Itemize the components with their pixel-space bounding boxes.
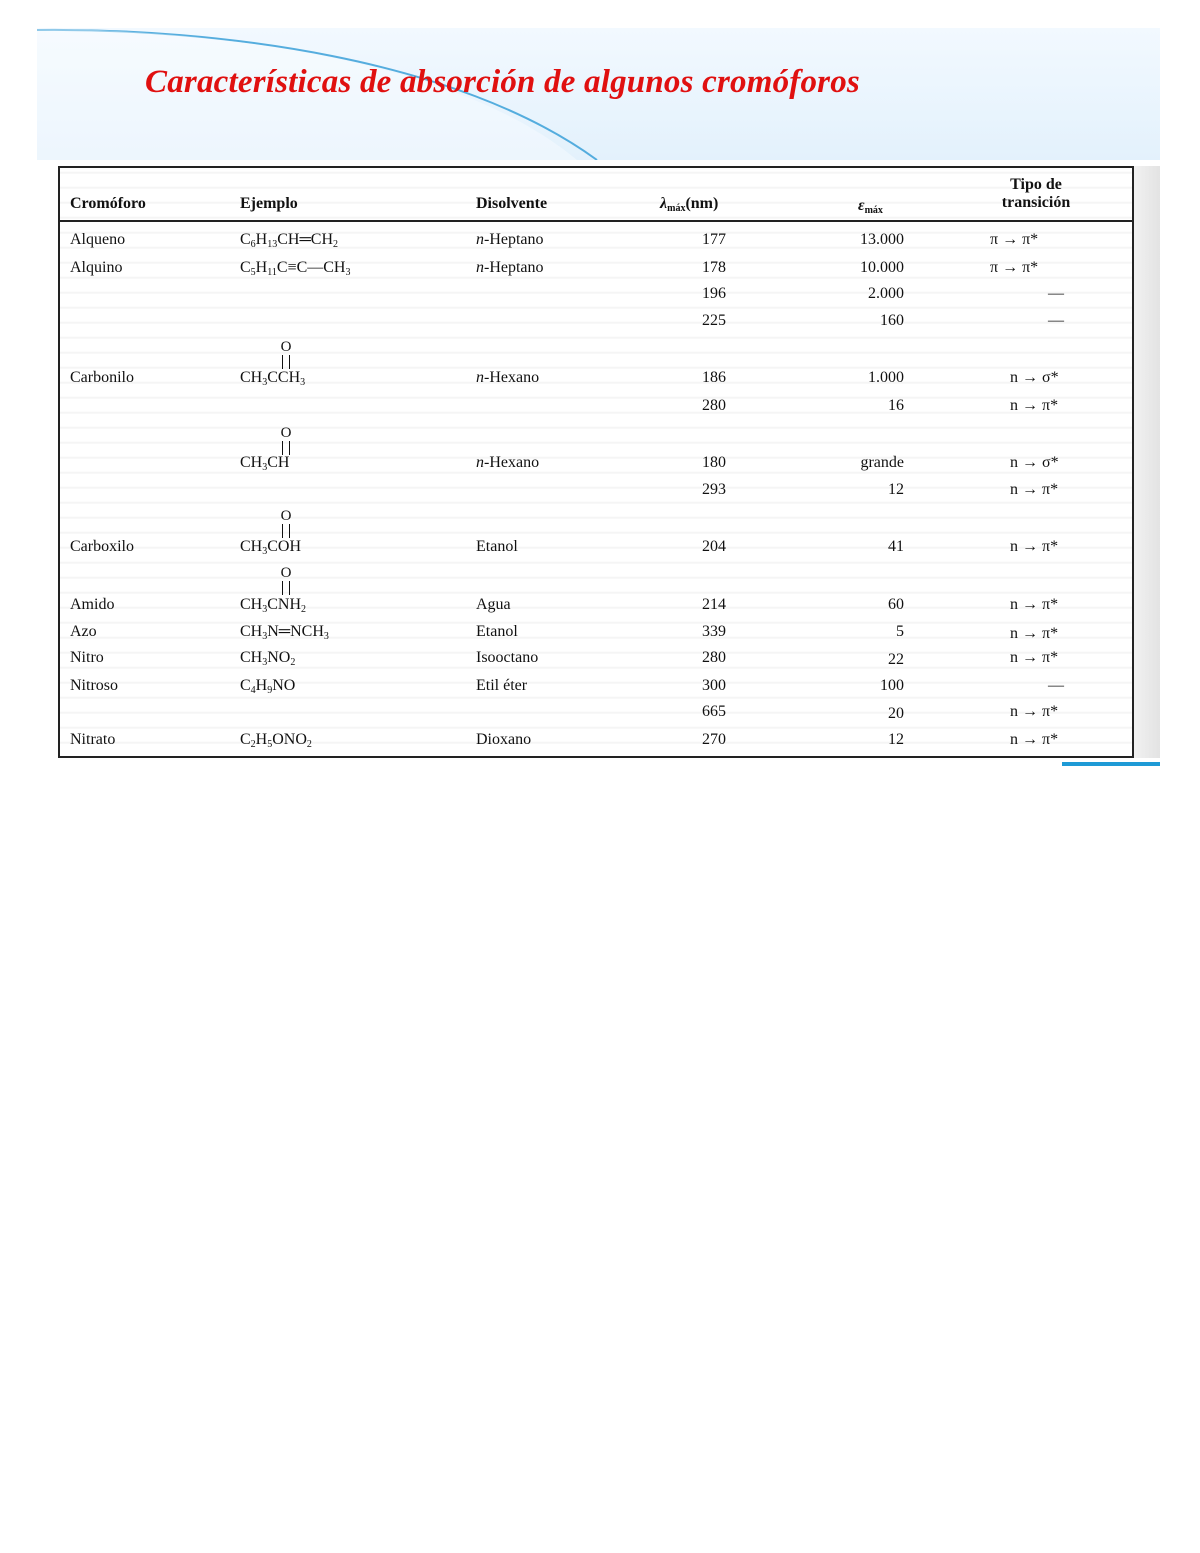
row-nitroso-disolvente: Etil éter — [476, 677, 528, 694]
row-carbonilo-disolvente: n-Hexano — [476, 369, 540, 386]
row-nitroso-lambda-2: 665 — [702, 703, 726, 720]
row-nitroso-cromoforo: Nitroso — [70, 677, 118, 694]
row-aldehido-transicion: n → σ* — [1010, 454, 1059, 471]
row-amido-lambda: 214 — [702, 596, 726, 613]
carbonyl-oxygen: O — [280, 339, 292, 355]
row-nitro-lambda: 280 — [702, 649, 726, 666]
row-nitroso-transicion: — — [1048, 677, 1064, 694]
row-nitro-disolvente: Isooctano — [476, 649, 539, 666]
row-aldehido-ejemplo: $CH_3CH$ — [240, 454, 290, 473]
page-edge-shadow — [1134, 166, 1160, 758]
header-cromoforo: Cromóforo — [70, 195, 146, 212]
row-nitroso-ejemplo: $C_4H_9NO$ — [240, 677, 296, 696]
row-alquino-lambda-2: 196 — [702, 285, 726, 302]
bottom-accent-bar — [1062, 762, 1160, 766]
row-nitrato-disolvente: Dioxano — [476, 731, 532, 748]
row-azo-lambda: 339 — [702, 623, 726, 640]
header-ejemplo: Ejemplo — [240, 195, 298, 212]
row-alquino-epsilon-2: 2.000 — [868, 285, 904, 302]
header-rule — [60, 220, 1132, 222]
row-amido-disolvente: Agua — [476, 596, 511, 613]
row-alquino-ejemplo: $C_5H_{11}C\equiv C—CH_3$ — [240, 259, 351, 278]
chromophore-table — [58, 166, 1134, 758]
row-nitroso-transicion-2: n → π* — [1010, 703, 1059, 720]
row-amido-ejemplo: $CH_3CNH_2$ — [240, 596, 307, 615]
row-carbonilo-epsilon-2: 16 — [888, 397, 904, 414]
row-carboxilo-ejemplo: $CH_3COH$ — [240, 538, 302, 557]
carbonyl-oxygen: O — [280, 565, 292, 581]
row-alqueno-lambda: 177 — [702, 231, 726, 248]
row-nitro-cromoforo: Nitro — [70, 649, 104, 666]
header-tipo-line2: transición — [1001, 194, 1071, 211]
row-carbonilo-ejemplo: $CH_3CCH_3$ — [240, 369, 306, 388]
row-alqueno-transicion: π → π* — [990, 231, 1039, 248]
carbonyl-double-bond — [282, 581, 290, 595]
row-azo-cromoforo: Azo — [70, 623, 97, 640]
row-carbonilo-lambda: 186 — [702, 369, 726, 386]
row-nitroso-lambda: 300 — [702, 677, 726, 694]
row-alqueno-epsilon: 13.000 — [860, 231, 904, 248]
row-aldehido-lambda-2: 293 — [702, 481, 726, 498]
row-aldehido-transicion-2: n → π* — [1010, 481, 1059, 498]
row-aldehido-disolvente: n-Hexano — [476, 454, 540, 471]
row-nitrato-lambda: 270 — [702, 731, 726, 748]
row-nitro-transicion: n → π* — [1010, 649, 1059, 666]
row-azo-ejemplo: $CH_3N═NCH_3$ — [240, 623, 329, 642]
row-carbonilo-cromoforo: Carbonilo — [70, 369, 134, 386]
row-carbonilo-transicion-2: n → π* — [1010, 397, 1059, 414]
row-azo-disolvente: Etanol — [476, 623, 518, 640]
row-carboxilo-lambda: 204 — [702, 538, 726, 555]
row-alquino-epsilon: 10.000 — [860, 259, 904, 276]
row-alquino-epsilon-3: 160 — [880, 312, 904, 329]
row-amido-epsilon: 60 — [888, 596, 904, 613]
row-carbonilo-transicion: n → σ* — [1010, 369, 1059, 386]
row-alqueno-ejemplo: $C_6H_{13}CH═CH_2$ — [240, 231, 339, 250]
header-disolvente: Disolvente — [476, 195, 548, 212]
row-alquino-transicion-3: — — [1048, 312, 1064, 329]
row-azo-transicion: n → π* — [1010, 625, 1059, 642]
row-carboxilo-transicion: n → π* — [1010, 538, 1059, 555]
row-carboxilo-epsilon: 41 — [888, 538, 904, 555]
carbonyl-oxygen: O — [280, 508, 292, 524]
row-nitrato-epsilon: 12 — [888, 731, 904, 748]
row-nitro-epsilon: 22 — [888, 651, 904, 668]
header-epsilon: $\varepsilon_{máx}$ — [858, 197, 883, 216]
header-lambda: $\lambda_{máx}(nm)$ — [660, 195, 719, 214]
row-nitroso-epsilon-2: 20 — [888, 705, 904, 722]
row-alquino-transicion: π → π* — [990, 259, 1039, 276]
carbonyl-double-bond — [282, 355, 290, 369]
row-carbonilo-lambda-2: 280 — [702, 397, 726, 414]
row-aldehido-epsilon: grande — [860, 454, 904, 471]
row-nitro-ejemplo: $CH_3NO_2$ — [240, 649, 296, 668]
row-aldehido-lambda: 180 — [702, 454, 726, 471]
carbonyl-double-bond — [282, 524, 290, 538]
row-alqueno-cromoforo: Alqueno — [70, 231, 126, 248]
row-alquino-transicion-2: — — [1048, 285, 1064, 302]
header-tipo-line1: Tipo de — [1010, 176, 1062, 193]
row-carboxilo-cromoforo: Carboxilo — [70, 538, 134, 555]
row-azo-epsilon: 5 — [896, 623, 904, 640]
row-nitroso-epsilon: 100 — [880, 677, 904, 694]
row-nitrato-transicion: n → π* — [1010, 731, 1059, 748]
row-amido-transicion: n → π* — [1010, 596, 1059, 613]
row-aldehido-epsilon-2: 12 — [888, 481, 904, 498]
row-alquino-lambda: 178 — [702, 259, 726, 276]
row-nitrato-cromoforo: Nitrato — [70, 731, 116, 748]
row-amido-cromoforo: Amido — [70, 596, 115, 613]
row-alquino-cromoforo: Alquino — [70, 259, 123, 276]
row-alquino-lambda-3: 225 — [702, 312, 726, 329]
carbonyl-oxygen: O — [280, 425, 292, 441]
header-tipo-transicion — [980, 176, 1092, 212]
slide-header — [37, 28, 1160, 160]
row-nitrato-ejemplo: $C_2H_5ONO_2$ — [240, 731, 312, 750]
row-alquino-disolvente: n-Heptano — [476, 259, 544, 276]
row-carboxilo-disolvente: Etanol — [476, 538, 518, 555]
slide-title: Características de absorción de algunos cromóforos — [145, 64, 860, 100]
row-carbonilo-epsilon: 1.000 — [868, 369, 904, 386]
row-alqueno-disolvente: n-Heptano — [476, 231, 544, 248]
